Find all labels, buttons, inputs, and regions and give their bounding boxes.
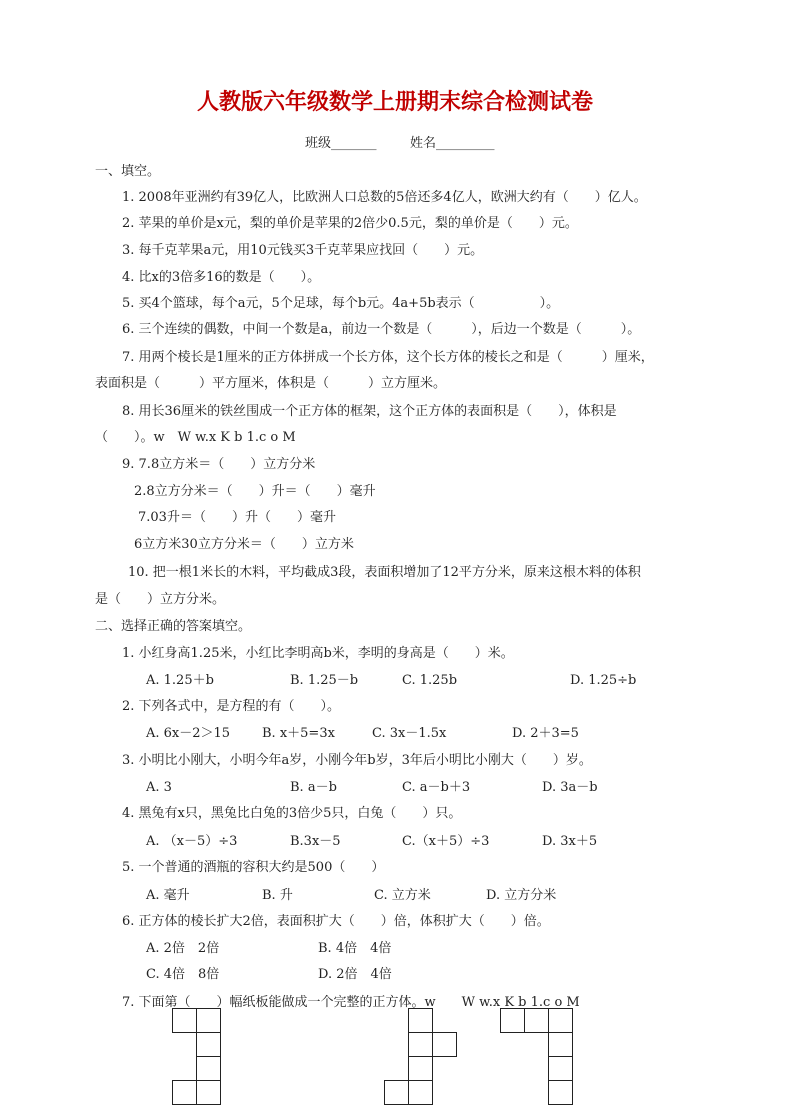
s2-q6: 6. 正方体的棱长扩大2倍，表面积扩大（ ）倍，体积扩大（ ）倍。 [122,914,550,929]
s1-q9-line2: 2.8立方分米＝（ ）升＝（ ）毫升 [134,484,376,499]
s2-q2-option-a: A. 6x－2＞15 [146,726,231,741]
s1-q10-line1: 10. 把一根1米长的木料，平均截成3段，表面积增加了12平方分米，原来这根木料的体积 [128,565,641,580]
s1-q1: 1. 2008年亚洲约有39亿人，比欧洲人口总数的5倍还多4亿人，欧洲大约有（ ）亿人。 [122,190,647,205]
s2-q1: 1. 小红身高1.25米，小红比李明高b米，李明的身高是（ ）米。 [122,646,514,661]
s2-q3: 3. 小明比小刚大，小明今年a岁，小刚今年b岁，3年后小明比小刚大（ ）岁。 [122,753,592,768]
s2-q4: 4. 黑兔有x只，黑兔比白兔的3倍少5只，白兔（ ）只。 [122,806,462,821]
s2-q5-option-c: C. 立方米 [374,888,431,903]
s1-q3: 3. 每千克苹果a元，用10元钱买3千克苹果应找回（ ）元。 [122,243,484,258]
s1-q8-line2: （ ）。w W w.x K b 1.c o M [95,430,296,445]
s2-q2-option-c: C. 3x－1.5x [372,726,447,741]
s2-q5-option-a: A. 毫升 [146,888,190,903]
class-field-label: 班级_______ [305,136,377,151]
s1-q8-line1: 8. 用长36厘米的铁丝围成一个正方体的框架，这个正方体的表面积是（ ），体积是 [122,404,617,419]
s2-q3-option-c: C. a－b＋3 [402,780,471,795]
s2-q3-option-a: A. 3 [146,780,172,795]
s1-q9-line1: 9. 7.8立方米＝（ ）立方分米 [122,457,316,472]
s2-q5-option-d: D. 立方分米 [486,888,557,903]
s1-q4: 4. 比x的3倍多16的数是（ ）。 [122,270,321,285]
page-title: 人教版六年级数学上册期末综合检测试卷 [196,89,593,115]
s2-q4-option-c: C.（x＋5）÷3 [402,834,490,849]
s2-q3-option-b: B. a－b [290,780,337,795]
s2-q1-option-b: B. 1.25－b [290,673,359,688]
section2-heading: 二、选择正确的答案填空。 [95,619,252,634]
s2-q2-option-b: B. x＋5=3x [262,726,335,741]
s2-q1-option-d: D. 1.25÷b [570,673,637,688]
s2-q5: 5. 一个普通的酒瓶的容积大约是500（ ） [122,860,385,875]
s2-q4-option-a: A. （x－5）÷3 [146,834,238,849]
s2-q3-option-d: D. 3a－b [542,780,598,795]
s1-q9-line3: 7.03升＝（ ）升（ ）毫升 [138,510,336,525]
s2-q6-option-a: A. 2倍 2倍 [146,941,220,956]
s2-q2-option-d: D. 2＋3=5 [512,726,579,741]
s2-q1-option-a: A. 1.25＋b [146,673,214,688]
s2-q4-option-b: B.3x－5 [290,834,341,849]
s2-q6-option-d: D. 2倍 4倍 [318,967,392,982]
s2-q6-option-c: C. 4倍 8倍 [146,967,220,982]
s2-q4-option-d: D. 3x＋5 [542,834,598,849]
s1-q2: 2. 苹果的单价是x元，梨的单价是苹果的2倍少0.5元，梨的单价是（ ）元。 [122,216,578,231]
name-field-label: 姓名_________ [410,136,495,151]
s2-q7: 7. 下面第（ ）幅纸板能做成一个完整的正方体。w W w.x K b 1.c o M [122,995,580,1010]
s2-q5-option-b: B. 升 [262,888,293,903]
s1-q6: 6. 三个连续的偶数，中间一个数是a，前边一个数是（ ），后边一个数是（ ）。 [122,322,641,337]
section1-heading: 一、填空。 [95,164,161,179]
s2-q2: 2. 下列各式中，是方程的有（ ）。 [122,699,341,714]
s2-q1-option-c: C. 1.25b [402,673,458,688]
s1-q9-line4: 6立方米30立方分米＝（ ）立方米 [134,537,354,552]
s1-q10-line2: 是（ ）立方分米。 [95,592,226,607]
s1-q5: 5. 买4个篮球，每个a元，5个足球，每个b元。4a+5b表示（ ）。 [122,296,560,311]
s2-q6-option-b: B. 4倍 4倍 [318,941,392,956]
s1-q7-line2: 表面积是（ ）平方厘米，体积是（ ）立方厘米。 [95,376,447,391]
s1-q7-line1: 7. 用两个棱长是1厘米的正方体拼成一个长方体，这个长方体的棱长之和是（ ）厘米， [122,350,654,365]
